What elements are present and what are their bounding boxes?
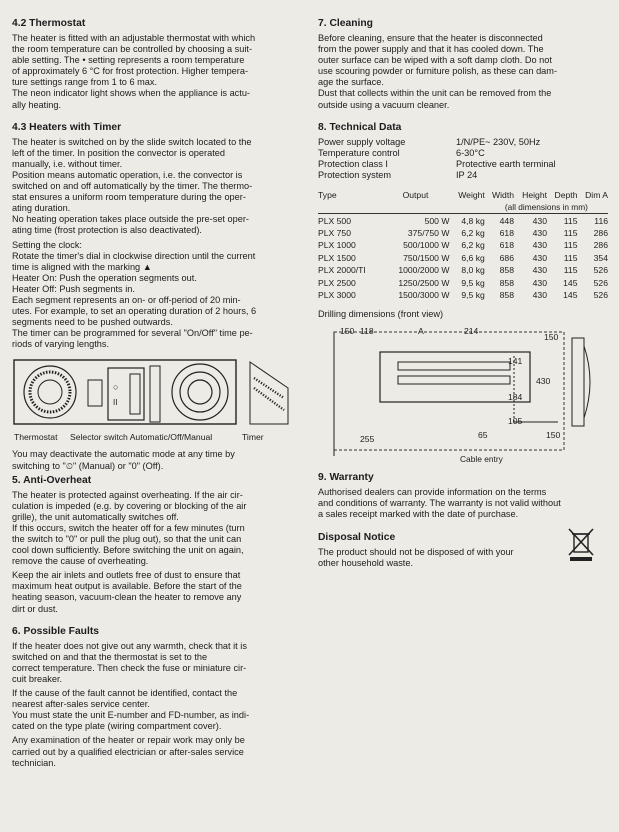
- table-row: [318, 239, 608, 251]
- faults-text-3: Any examination of the heater or repair work may only be carried out by a qualified electrician or after-sales service technician.: [12, 735, 245, 768]
- table-cell: 858: [499, 277, 514, 288]
- cleaning-text: Before cleaning, ensure that the heater is disconnected from the power supply and that it has cooled down. The outer surface can be wiped with a soft damp cloth. Do not use scouring powder or furniture polish, as these can dam- age the surface. Dust that collects within the unit can be removed from the outside using a vacuum cleaner.: [318, 33, 558, 110]
- table-cell: 430: [532, 240, 547, 251]
- col-header-depth: Depth: [554, 189, 578, 200]
- table-cell: 1250/2500 W: [398, 277, 450, 288]
- spec-row: Protection class I Protective earth terminal: [318, 158, 556, 169]
- faults-text-2: If the cause of the fault cannot be identified, contact the nearest after-sales service center. You must state the unit E-number and FD-number, as indi- cated on the type plate (wiring compartment cover).: [12, 688, 250, 732]
- table-cell: 858: [499, 289, 514, 300]
- table-cell: 618: [499, 228, 514, 239]
- timer-text-2: Setting the clock: Rotate the timer's dial in clockwise direction until the current time is aligned with the marking ▲ Heater On: Push the operation segments out. Heater Off: Push segments in. Each segment represents an on- or off-period of 20 min- utes. For example, to set an operating duration of 2 hours, 6 segments need to be pushed outwards. The timer can be programmed for several "On/Off" time pe- riods of varying lengths.: [12, 239, 257, 350]
- table-cell: 526: [593, 289, 608, 300]
- dim-label: A: [418, 326, 424, 337]
- control-panel-drawing: [12, 358, 290, 428]
- indicator-light: [88, 380, 102, 406]
- table-cell: 115: [563, 215, 578, 226]
- col-header-dim-a: Dim A: [585, 189, 608, 200]
- dim-label: 118: [360, 326, 374, 337]
- dim-label: 430: [536, 376, 551, 387]
- spec-list: [318, 137, 608, 181]
- table-row: [318, 252, 608, 264]
- table-cell: 354: [593, 252, 608, 263]
- table-cell: 526: [593, 277, 608, 288]
- dim-label: 150: [546, 430, 561, 441]
- table-cell: 448: [499, 215, 514, 226]
- dim-label: 105: [508, 416, 523, 427]
- table-cell: PLX 1000: [318, 240, 356, 251]
- table-cell: 430: [532, 289, 547, 300]
- deactivate-text: You may deactivate the automatic mode at any time by switching to "⏲" (Manual) or "0" (Off).: [12, 449, 235, 471]
- dim-label: 214: [464, 326, 479, 337]
- selector-switch: [108, 368, 144, 420]
- table-cell: 430: [532, 228, 547, 239]
- disposal-section: [318, 532, 608, 569]
- table-cell: PLX 2000/TI: [318, 265, 366, 276]
- table-cell: 430: [532, 277, 547, 288]
- table-cell: 115: [563, 228, 578, 239]
- table-cell: 115: [563, 252, 578, 263]
- caption-timer: Timer: [242, 432, 264, 443]
- dim-label: 141: [508, 356, 523, 367]
- technical-heading: 8. Technical Data: [318, 121, 402, 133]
- thermostat-text: The heater is fitted with an adjustable thermostat with which the room temperature can be controlled by choosing a suit- able setting. The • setting represents a room temperature of approximately 6 °C for frost protection. Higher tempera- ture settings range from 1 to 6 max. The neon indicator light shows when the appliance is actu- ally heating.: [12, 33, 256, 110]
- dim-label: 184: [508, 392, 523, 403]
- timer-text-1: The heater is switched on by the slide switch located to the left of the timer. In position the convector is operated manually, i.e. without timer. Position means automatic operation, i.e. the convector is switched on and off automatically by the timer. The thermo- stat ensures a uniform room temperature during the oper- ating duration. No heating operation takes place outside the pre-set oper- ating time (frost protection is also deactivated).: [12, 136, 253, 236]
- spec-row: Protection system IP 24: [318, 169, 478, 180]
- table-cell: 115: [563, 240, 578, 251]
- cleaning-heading: 7. Cleaning: [318, 18, 373, 29]
- table-row: [318, 276, 608, 288]
- disposal-text: The product should not be disposed of with your other household waste.: [318, 546, 514, 568]
- table-cell: 9,5 kg: [461, 289, 485, 300]
- switch-label-off: ○: [113, 382, 119, 393]
- thermostat-dial: [24, 366, 76, 418]
- table-cell: 430: [532, 265, 547, 276]
- control-panel-figure: [12, 358, 290, 446]
- dim-label: 150: [340, 326, 355, 337]
- drilling-heading: Drilling dimensions (front view): [318, 309, 444, 320]
- table-cell: 858: [499, 265, 514, 276]
- table-cell: 500/1000 W: [403, 240, 450, 251]
- table-cell: 286: [593, 228, 608, 239]
- dim-label: 255: [360, 434, 375, 445]
- technical-table: [318, 189, 608, 302]
- table-cell: 9,5 kg: [461, 277, 485, 288]
- cable-entry-label: Cable entry: [460, 454, 503, 465]
- warranty-text: Authorised dealers can provide information on the terms and conditions of warranty. The warranty is not valid without a sales receipt marked with the date of purchase.: [318, 487, 561, 520]
- anti-overheat-heading: 5. Anti-Overheat: [12, 474, 92, 486]
- timer-detail-icon: [250, 362, 288, 424]
- table-header-row: [318, 189, 608, 201]
- table-cell: 4,8 kg: [461, 215, 485, 226]
- col-header-type: Type: [318, 189, 337, 200]
- table-cell: 6,2 kg: [461, 240, 485, 251]
- table-cell: 750/1500 W: [403, 252, 450, 263]
- right-column: [318, 18, 608, 572]
- table-row: [318, 264, 608, 276]
- warranty-heading: 9. Warranty: [318, 472, 374, 484]
- table-cell: 500 W: [424, 215, 450, 226]
- col-header-weight: Weight: [458, 189, 485, 200]
- table-cell: 145: [563, 289, 578, 300]
- spec-row: Temperature control 6-30°C: [318, 147, 485, 158]
- table-cell: 1000/2000 W: [398, 265, 450, 276]
- drilling-drawing: [318, 326, 608, 466]
- anti-overheat-text-2: Keep the air inlets and outlets free of dust to ensure that maximum heat output is available. Before the start of the heating season, vacuum-clean the heater to remove any dirt or dust.: [12, 570, 242, 614]
- table-cell: 375/750 W: [407, 228, 450, 239]
- table-cell: PLX 1500: [318, 252, 356, 263]
- table-cell: 6,6 kg: [461, 252, 485, 263]
- left-column: [12, 18, 290, 772]
- spec-row: Power supply voltage 1/N/PE~ 230V, 50Hz: [318, 136, 541, 147]
- faults-heading: 6. Possible Faults: [12, 625, 99, 637]
- table-cell: 286: [593, 240, 608, 251]
- crossed-bin-icon: [566, 526, 596, 562]
- table-cell: PLX 2500: [318, 277, 356, 288]
- table-cell: 430: [532, 215, 547, 226]
- table-note: (all dimensions in mm): [504, 202, 588, 213]
- table-cell: PLX 3000: [318, 289, 356, 300]
- anti-overheat-text-1: The heater is protected against overheating. If the air cir- culation is impeded (e.g. by covering or blocking of the air grille), the unit automatically switches off. If this occurs, switch the heater off for a few minutes (turn the switch to "0" or pull the plug out), so that the unit can cool down sufficiently. Before switching the unit on again, remove the cause of overheating.: [12, 489, 247, 567]
- table-cell: 1500/3000 W: [398, 289, 450, 300]
- table-cell: 6,2 kg: [461, 228, 485, 239]
- col-header-height: Height: [522, 189, 547, 200]
- table-row: [318, 289, 608, 301]
- table-cell: 526: [593, 265, 608, 276]
- caption-thermostat: Thermostat: [14, 432, 58, 443]
- caption-selector: Selector switch Automatic/Off/Manual: [70, 432, 213, 443]
- switch-label-manual: II: [113, 398, 118, 408]
- table-cell: 686: [499, 252, 514, 263]
- dim-label: 65: [478, 430, 488, 441]
- col-header-output: Output: [402, 189, 429, 200]
- table-cell: 8,0 kg: [461, 265, 485, 276]
- disposal-heading: Disposal Notice: [318, 531, 396, 543]
- thermostat-heading: 4.2 Thermostat: [12, 18, 86, 29]
- dim-label: 150: [544, 332, 559, 343]
- technical-table-body: [318, 214, 608, 301]
- table-cell: 115: [563, 265, 578, 276]
- timer-heading: 4.3 Heaters with Timer: [12, 121, 122, 133]
- table-cell: PLX 500: [318, 215, 351, 226]
- table-cell: 145: [563, 277, 578, 288]
- timer-dial: [172, 364, 228, 420]
- faults-text-1: If the heater does not give out any warmth, check that it is switched on and that the thermostat is set to the correct temperature. Then check the fuse or miniature cir- cuit breaker.: [12, 640, 247, 684]
- table-cell: 430: [532, 252, 547, 263]
- table-cell: 116: [594, 215, 608, 226]
- table-row: [318, 214, 608, 227]
- table-row: [318, 227, 608, 239]
- table-cell: PLX 750: [318, 228, 351, 239]
- drilling-diagram: [318, 326, 608, 466]
- table-cell: 618: [499, 240, 514, 251]
- col-header-width: Width: [492, 189, 514, 200]
